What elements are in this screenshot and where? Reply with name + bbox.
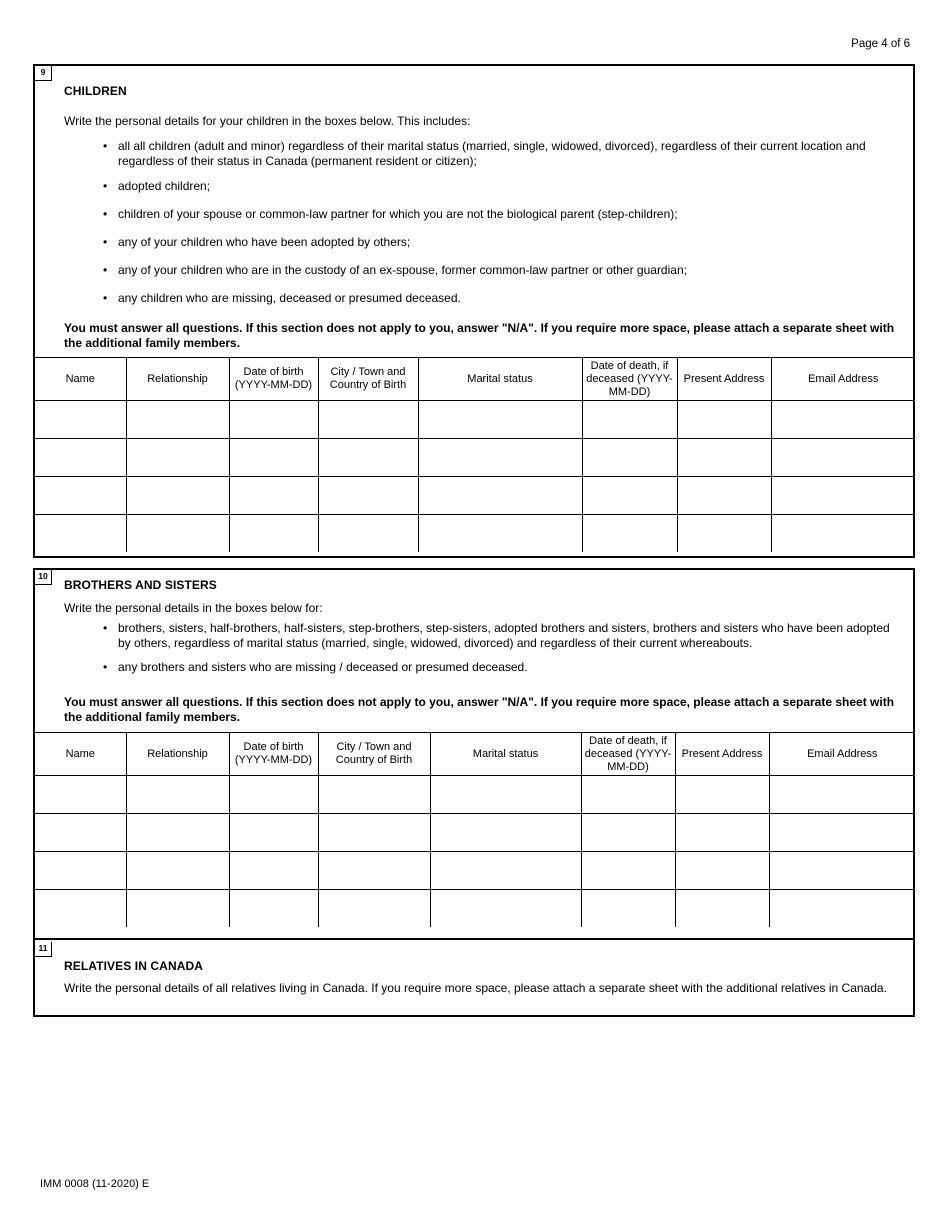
table-row bbox=[35, 814, 915, 852]
email-address-cell[interactable] bbox=[769, 776, 915, 814]
present-address-cell[interactable] bbox=[677, 515, 771, 553]
email-address-cell[interactable] bbox=[771, 477, 915, 515]
email-address-cell[interactable] bbox=[769, 814, 915, 852]
email-address-cell[interactable] bbox=[769, 852, 915, 890]
column-header: Marital status bbox=[430, 733, 581, 776]
relationship-cell[interactable] bbox=[126, 814, 229, 852]
column-header: Date of birth (YYYY-MM-DD) bbox=[229, 358, 318, 401]
relationship-cell[interactable] bbox=[126, 401, 229, 439]
section-title: CHILDREN bbox=[64, 84, 127, 98]
present-address-cell[interactable] bbox=[677, 477, 771, 515]
section-brothers-and-sisters bbox=[33, 568, 915, 940]
bullet-item: • any of your children who are in the custody of an ex-spouse, former common-law partner or other guardian; bbox=[103, 263, 897, 278]
column-header: Date of birth (YYYY-MM-DD) bbox=[229, 733, 318, 776]
date-of-death-cell[interactable] bbox=[582, 477, 677, 515]
table-header-row bbox=[35, 358, 915, 401]
column-header: City / Town and Country of Birth bbox=[318, 733, 430, 776]
column-header: Name bbox=[35, 358, 126, 401]
relationship-cell[interactable] bbox=[126, 477, 229, 515]
name-cell[interactable] bbox=[35, 515, 126, 553]
bullet-item: • all all children (adult and minor) regardless of their marital status (married, single, widowed, divorced), regardless of their current location and regardless of their status in Canada (permanent resident or citizen); bbox=[103, 139, 897, 169]
birth-place-cell[interactable] bbox=[318, 515, 418, 553]
date-of-death-cell[interactable] bbox=[581, 814, 675, 852]
date-of-birth-cell[interactable] bbox=[229, 776, 318, 814]
table-row bbox=[35, 890, 915, 928]
bullet-item: • any brothers and sisters who are missing / deceased or presumed deceased. bbox=[103, 660, 897, 675]
table-header-row bbox=[35, 733, 915, 776]
birth-place-cell[interactable] bbox=[318, 439, 418, 477]
bullet-item: • any of your children who have been adopted by others; bbox=[103, 235, 897, 250]
birth-place-cell[interactable] bbox=[318, 477, 418, 515]
column-header: Date of death, if deceased (YYYY-MM-DD) bbox=[582, 358, 677, 401]
relationship-cell[interactable] bbox=[126, 515, 229, 553]
column-header: City / Town and Country of Birth bbox=[318, 358, 418, 401]
column-header: Present Address bbox=[677, 358, 771, 401]
section-instruction: You must answer all questions. If this section does not apply to you, answer "N/A". If you require more space, please attach a separate sheet with the additional family members. bbox=[64, 321, 895, 350]
relationship-cell[interactable] bbox=[126, 852, 229, 890]
marital-status-cell[interactable] bbox=[418, 439, 582, 477]
section-intro: Write the personal details of all relatives living in Canada. If you require more space, please attach a separate sheet with the additional relatives in Canada. bbox=[64, 981, 887, 995]
siblings-table bbox=[35, 732, 915, 927]
email-address-cell[interactable] bbox=[771, 401, 915, 439]
section-number: 11 bbox=[35, 942, 52, 957]
table-row bbox=[35, 439, 915, 477]
column-header: Name bbox=[35, 733, 126, 776]
column-header: Date of death, if deceased (YYYY-MM-DD) bbox=[581, 733, 675, 776]
table-row bbox=[35, 477, 915, 515]
section-title: RELATIVES IN CANADA bbox=[64, 959, 204, 973]
present-address-cell[interactable] bbox=[675, 776, 769, 814]
relationship-cell[interactable] bbox=[126, 439, 229, 477]
relationship-cell[interactable] bbox=[126, 890, 229, 928]
present-address-cell[interactable] bbox=[675, 890, 769, 928]
marital-status-cell[interactable] bbox=[418, 515, 582, 553]
present-address-cell[interactable] bbox=[675, 852, 769, 890]
children-table bbox=[35, 357, 915, 552]
date-of-birth-cell[interactable] bbox=[229, 515, 318, 553]
email-address-cell[interactable] bbox=[771, 515, 915, 553]
marital-status-cell[interactable] bbox=[418, 401, 582, 439]
date-of-birth-cell[interactable] bbox=[229, 477, 318, 515]
date-of-death-cell[interactable] bbox=[582, 439, 677, 477]
section-intro: Write the personal details in the boxes below for: bbox=[64, 601, 323, 615]
relationship-cell[interactable] bbox=[126, 776, 229, 814]
marital-status-cell[interactable] bbox=[430, 852, 581, 890]
date-of-birth-cell[interactable] bbox=[229, 814, 318, 852]
column-header: Email Address bbox=[771, 358, 915, 401]
birth-place-cell[interactable] bbox=[318, 852, 430, 890]
present-address-cell[interactable] bbox=[677, 401, 771, 439]
marital-status-cell[interactable] bbox=[418, 477, 582, 515]
page-number: Page 4 of 6 bbox=[851, 38, 910, 50]
table-row bbox=[35, 852, 915, 890]
present-address-cell[interactable] bbox=[675, 814, 769, 852]
column-header: Relationship bbox=[126, 358, 229, 401]
table-row bbox=[35, 776, 915, 814]
name-cell[interactable] bbox=[35, 814, 126, 852]
table-row bbox=[35, 515, 915, 553]
name-cell[interactable] bbox=[35, 439, 126, 477]
bullet-item: • brothers, sisters, half-brothers, half-sisters, step-brothers, step-sisters, adopted brothers and sisters, brothers and sisters who have been adopted by others, regardless of marital status (married, single, widowed, divorced) and regardless of their current whereabouts. bbox=[103, 621, 897, 651]
marital-status-cell[interactable] bbox=[430, 814, 581, 852]
date-of-birth-cell[interactable] bbox=[229, 852, 318, 890]
birth-place-cell[interactable] bbox=[318, 890, 430, 928]
birth-place-cell[interactable] bbox=[318, 814, 430, 852]
bullet-item: • children of your spouse or common-law partner for which you are not the biological parent (step-children); bbox=[103, 207, 897, 222]
table-row bbox=[35, 401, 915, 439]
section-number: 9 bbox=[35, 66, 52, 81]
section-children bbox=[33, 64, 915, 558]
name-cell[interactable] bbox=[35, 776, 126, 814]
section-relatives-in-canada bbox=[33, 938, 915, 1017]
bullet-item: • any children who are missing, deceased or presumed deceased. bbox=[103, 291, 897, 306]
column-header: Marital status bbox=[418, 358, 582, 401]
column-header: Email Address bbox=[769, 733, 915, 776]
birth-place-cell[interactable] bbox=[318, 401, 418, 439]
section-title: BROTHERS AND SISTERS bbox=[64, 578, 217, 592]
date-of-birth-cell[interactable] bbox=[229, 439, 318, 477]
column-header: Relationship bbox=[126, 733, 229, 776]
name-cell[interactable] bbox=[35, 890, 126, 928]
column-header: Present Address bbox=[675, 733, 769, 776]
date-of-death-cell[interactable] bbox=[582, 401, 677, 439]
date-of-death-cell[interactable] bbox=[581, 776, 675, 814]
section-number: 10 bbox=[35, 570, 52, 585]
bullet-item: • adopted children; bbox=[103, 179, 897, 194]
section-instruction: You must answer all questions. If this section does not apply to you, answer "N/A". If you require more space, please attach a separate sheet with the additional family members. bbox=[64, 695, 895, 724]
date-of-death-cell[interactable] bbox=[582, 515, 677, 553]
marital-status-cell[interactable] bbox=[430, 776, 581, 814]
section-intro: Write the personal details for your children in the boxes below. This includes: bbox=[64, 114, 471, 128]
marital-status-cell[interactable] bbox=[430, 890, 581, 928]
name-cell[interactable] bbox=[35, 401, 126, 439]
birth-place-cell[interactable] bbox=[318, 776, 430, 814]
form-code: IMM 0008 (11-2020) E bbox=[40, 1178, 150, 1190]
name-cell[interactable] bbox=[35, 852, 126, 890]
present-address-cell[interactable] bbox=[677, 439, 771, 477]
date-of-birth-cell[interactable] bbox=[229, 890, 318, 928]
email-address-cell[interactable] bbox=[771, 439, 915, 477]
date-of-birth-cell[interactable] bbox=[229, 401, 318, 439]
date-of-death-cell[interactable] bbox=[581, 852, 675, 890]
date-of-death-cell[interactable] bbox=[581, 890, 675, 928]
name-cell[interactable] bbox=[35, 477, 126, 515]
email-address-cell[interactable] bbox=[769, 890, 915, 928]
